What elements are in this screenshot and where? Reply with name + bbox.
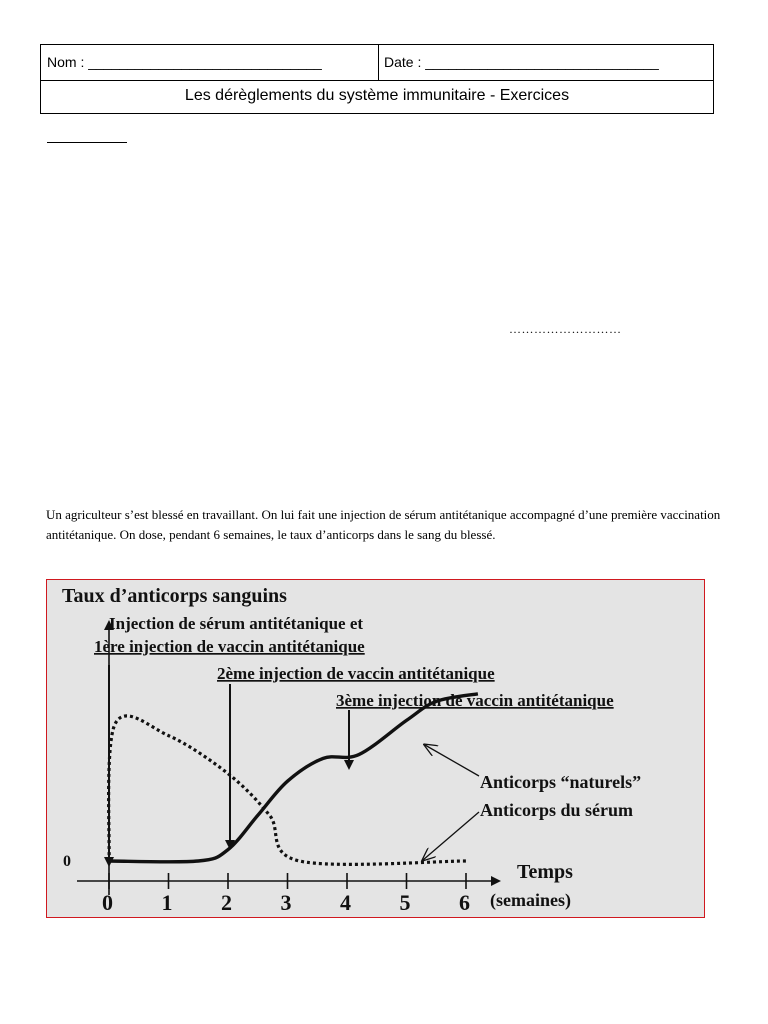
label-serum-antibodies: Anticorps du sérum	[480, 800, 634, 820]
curves	[109, 694, 478, 865]
header-row-info	[41, 45, 713, 81]
section-underline	[47, 142, 127, 143]
date-label: Date : ______________________________	[384, 54, 659, 70]
injection-3-label: 3ème injection de vaccin antitétanique	[336, 691, 614, 710]
pointer-natural-arrow	[425, 745, 479, 776]
chart-svg	[47, 580, 706, 919]
x-axis-unit: (semaines)	[490, 890, 571, 910]
label-natural-antibodies: Anticorps “naturels”	[480, 772, 642, 792]
injection-1-label-line2: 1ère injection de vaccin antitétanique	[94, 637, 365, 656]
injection-1-label-line1: Injection de sérum antitétanique et	[109, 614, 364, 633]
x-tick-label: 4	[340, 890, 351, 915]
x-tick-label: 2	[221, 890, 232, 915]
date-cell[interactable]	[378, 45, 713, 80]
header-row-title	[41, 80, 713, 114]
exercise-text: Un agriculteur s’est blessé en travaillant. On lui fait une injection de sérum antitétanique accompagné d’une première vaccination antitétanique. On dose, pendant 6 semaines, le taux d’anticorps dans le sang du blessé.	[46, 507, 721, 542]
name-label: Nom : ______________________________	[47, 54, 322, 70]
y-zero-label: 0	[63, 853, 71, 870]
x-tick-label: 0	[102, 890, 113, 915]
series-serum-antibodies	[109, 716, 466, 864]
x-tick-label: 6	[459, 890, 470, 915]
page-title: Les dérèglements du système immunitaire - Exercices	[184, 87, 570, 104]
series-natural-antibodies	[109, 694, 478, 862]
x-tick-label: 1	[161, 890, 173, 915]
chart-title: Taux d’anticorps sanguins	[62, 585, 287, 607]
answer-dots: ………………………	[509, 322, 622, 336]
x-ticks	[102, 873, 470, 915]
x-axis-label: Temps	[517, 861, 573, 883]
header-table	[40, 44, 714, 114]
x-tick-label: 3	[280, 890, 292, 915]
injection-2-label: 2ème injection de vaccin antitétanique	[217, 664, 495, 683]
name-cell[interactable]	[41, 45, 379, 80]
x-tick-label: 5	[399, 890, 411, 915]
antibody-chart	[46, 579, 705, 918]
pointer-serum-arrow	[423, 812, 479, 860]
